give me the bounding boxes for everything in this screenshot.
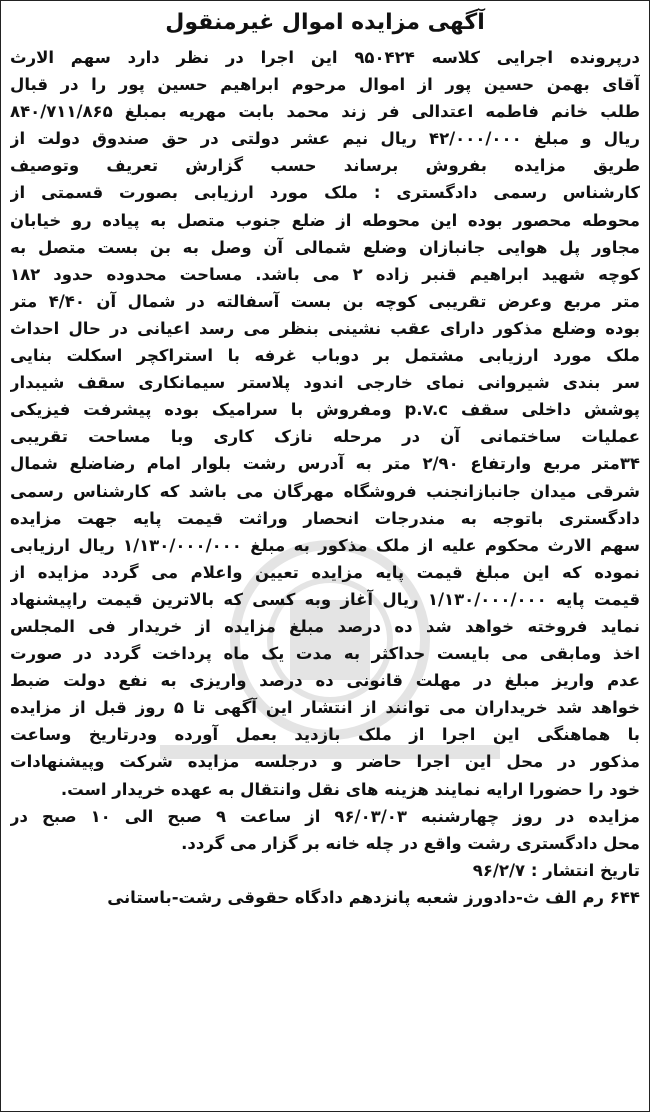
notice-line: درپرونده اجرایی کلاسه ۹۵۰۴۲۴ این اجرا در نظر دارد سهم الارث bbox=[10, 48, 640, 67]
notice-line: پوشش داخلی سقف p.v.c ومفروش با سرامیک بوده پیشرفت فیزیکی bbox=[10, 400, 640, 420]
notice-line: عدم واریز مبلغ در مهلت قانونی ده درصد واریزی به نفع دولت ضبط bbox=[10, 671, 640, 691]
notice-line: خود را حضورا ارایه نمایند هزینه های نقل وانتقال به عهده خریدار است. bbox=[60, 779, 640, 799]
notice-line: نموده که این مبلغ قیمت پایه مزایده تعیین واعلام می گردد مزایده از bbox=[10, 562, 640, 582]
notice-line: محوطه محصور بوده این محوطه از ضلع جنوب متصل به پیاده رو خیابان bbox=[10, 210, 640, 230]
notice-line: ملک مورد ارزیابی مشتمل بر دوباب غرفه با استراکچر اسکلت بنایی bbox=[10, 346, 640, 366]
notice-line: ریال و مبلغ ۴۲/۰۰۰/۰۰۰ ریال نیم عشر دولتی در حق صندوق دولت از bbox=[10, 129, 640, 149]
notice-line: قیمت پایه ۱/۱۳۰/۰۰۰/۰۰۰ ریال آغاز وبه کسی که بالاترین قیمت راپیشنهاد bbox=[10, 589, 640, 609]
notice-line: نماید فروخته خواهد شد ده درصد مبلغ مزایده از خریدار فی المجلس bbox=[10, 616, 640, 636]
notice-line: دادگستری باتوجه به مندرجات انحصار وراثت قیمت پایه جهت مزایده bbox=[10, 508, 640, 528]
notice-line: آقای بهمن حسین پور از اموال مرحوم ابراهیم حسین پور را در قبال bbox=[10, 75, 640, 95]
notice-line: طلب خانم فاطمه اعتدالی فر زند محمد بابت مهریه بمبلغ ۸۴۰/۷۱۱/۸۶۵ bbox=[10, 102, 640, 122]
notice-line: محل دادگستری رشت واقع در چله خانه بر گزار می گردد. bbox=[181, 833, 640, 853]
notice-signature: ۶۴۴ رم الف ث-دادورز شعبه پانزدهم دادگاه حقوقی رشت-باستانی bbox=[107, 887, 640, 907]
notice-line: مجاور پل هوایی جانبازان وضلع شمالی آن وصل به بن بست متصل به bbox=[10, 237, 640, 257]
notice-line: خواهد شد خریداران می توانند از انتشار این آگهی تا ۵ روز قبل از مزایده bbox=[10, 698, 640, 718]
notice-line: متر مربع وعرض تقریبی کوچه بن بست آسفالته در شمال آن ۴/۴۰ متر bbox=[10, 291, 640, 311]
notice-line: بوده وضلع مذکور دارای عقب نشینی بنظر می رسد اعیانی در حال احداث bbox=[10, 318, 640, 338]
notice-line: طریق مزایده بفروش برساند حسب گزارش تعریف وتوصیف bbox=[10, 156, 640, 176]
notice-line: کوچه شهید ابراهیم قنبر زاده ۲ می باشد. مساحت محدوده حدود ۱۸۲ bbox=[10, 264, 640, 284]
publication-date: تاریخ انتشار : ۹۶/۲/۷ bbox=[472, 860, 640, 880]
notice-line: عملیات ساختمانی آن در مرحله نازک کاری وبا مساحت تقریبی bbox=[10, 427, 640, 447]
notice-line: مزایده در روز چهارشنبه ۹۶/۰۳/۰۳ از ساعت ۹ صبح الی ۱۰ صبح در bbox=[10, 806, 640, 826]
notice-title: آگهی مزایده اموال غیرمنقول bbox=[165, 10, 485, 35]
notice-line: سهم الارث محکوم علیه از ملک مذکور به مبلغ ۱/۱۳۰/۰۰۰/۰۰۰ ریال ارزیابی bbox=[10, 535, 640, 555]
notice-body bbox=[10, 44, 640, 911]
notice-line: سر بندی شیروانی نمای خارجی اندود پلاستر سیمانکاری سقف شیبدار bbox=[10, 373, 640, 393]
notice-line: ۳۴متر مربع وارتفاع ۲/۹۰ متر به آدرس رشت بلوار امام رضاضلع شمال bbox=[10, 454, 640, 474]
notice-line: اخذ ومابقی می بایست حداکثر به مدت یک ماه پرداخت گردد در صورت bbox=[10, 644, 640, 664]
notice-line: با هماهنگی این اجرا از ملک بازدید بعمل آورده ودرتاریخ وساعت bbox=[10, 725, 640, 745]
notice-line: شرقی میدان جانبازانجنب فروشگاه مهرگان می باشد که کارشناس رسمی bbox=[10, 481, 640, 501]
notice-line: مذکور در محل این اجرا حاضر و درجلسه مزایده شرکت وپیشنهادات bbox=[10, 752, 640, 772]
notice-line: کارشناس رسمی دادگستری : ملک مورد ارزیابی بصورت قسمتی از bbox=[10, 183, 640, 203]
